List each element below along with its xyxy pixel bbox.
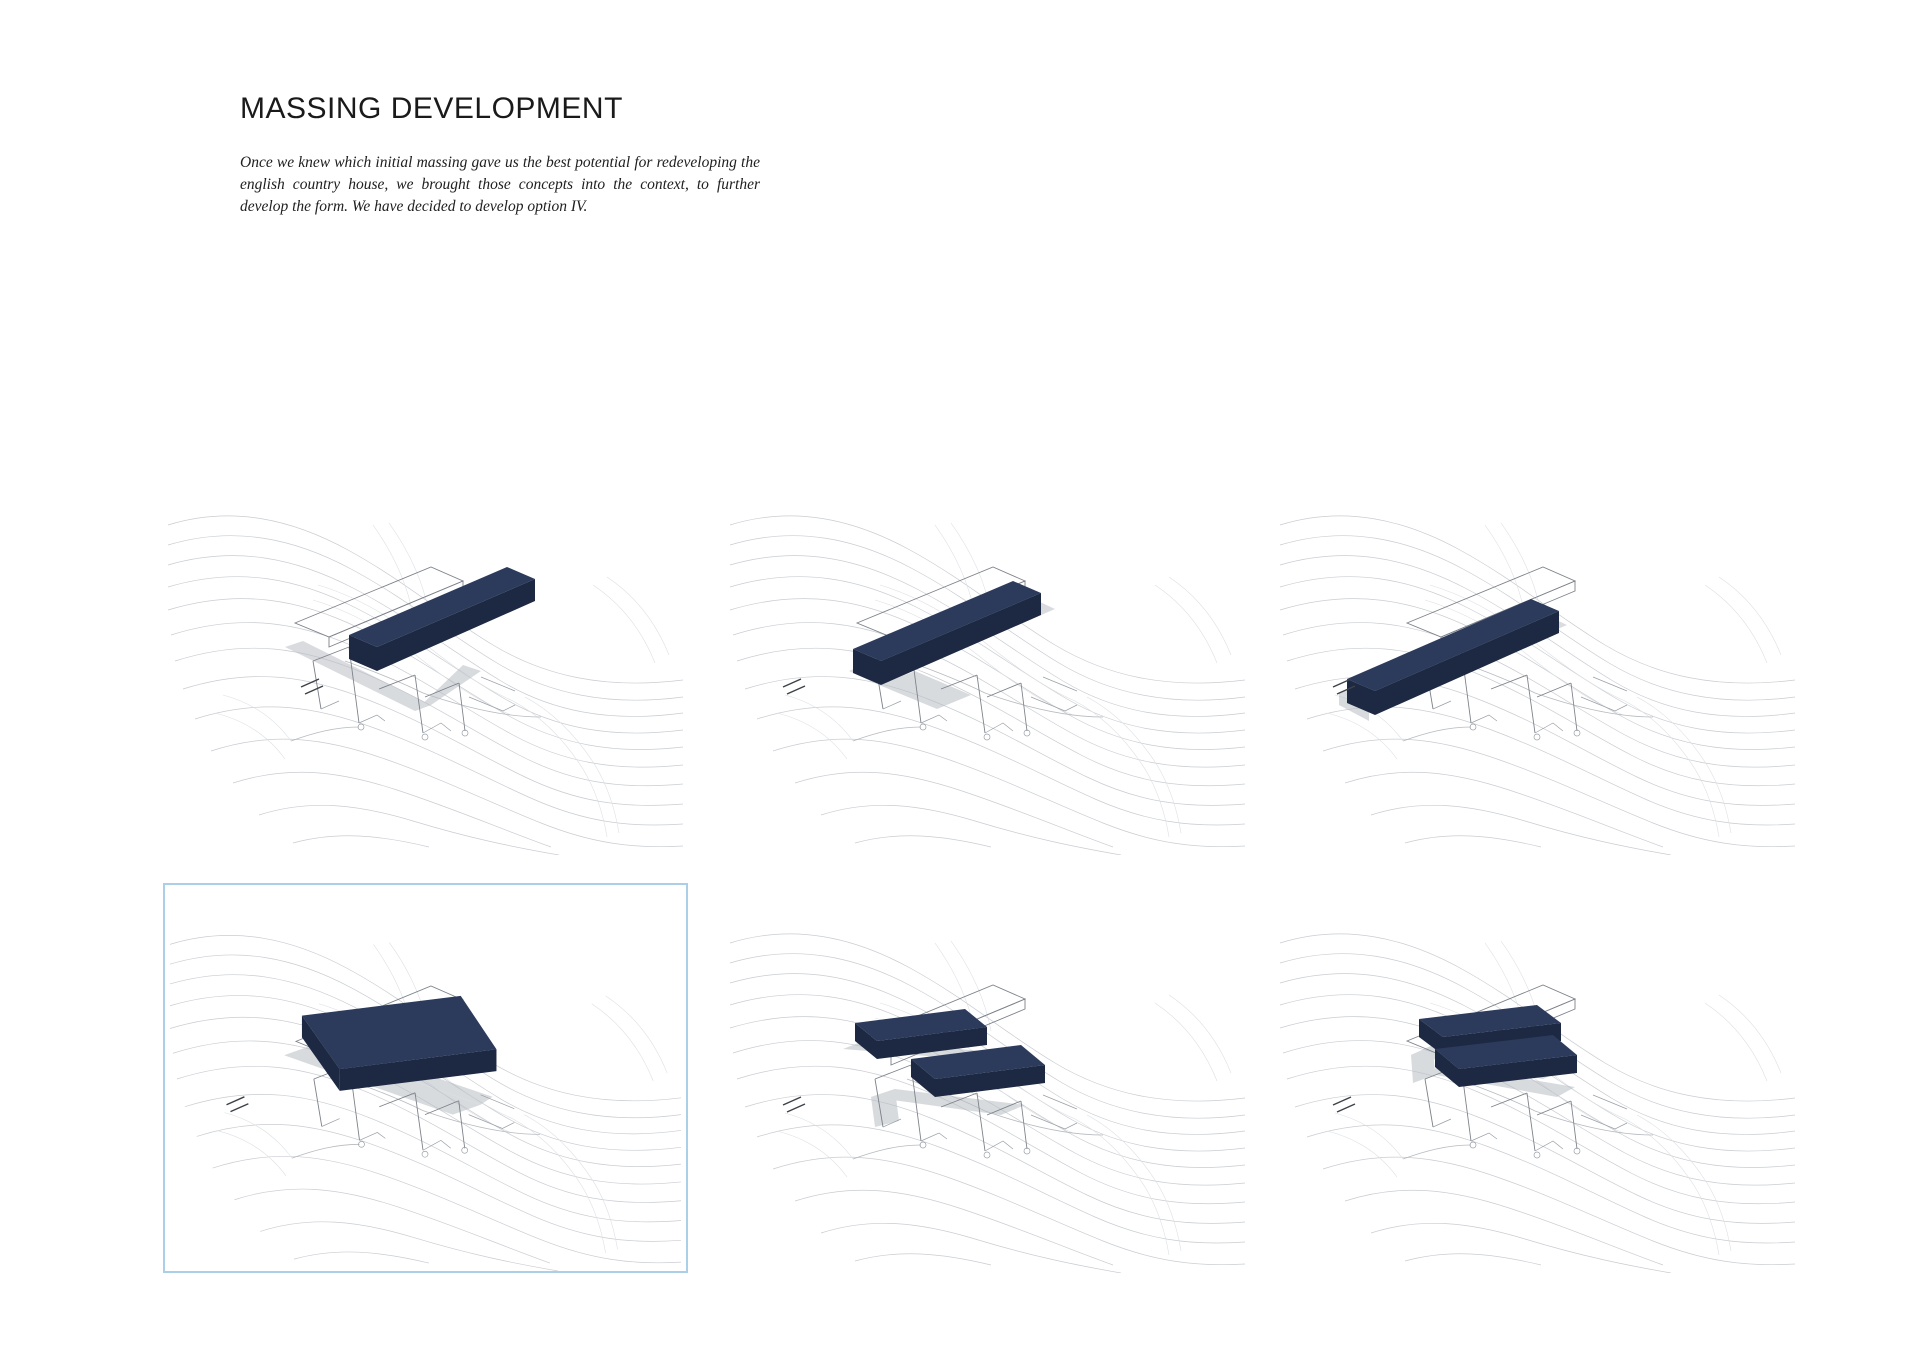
north-hatch-marks (783, 1097, 805, 1112)
massing-option-grid (163, 465, 1763, 1285)
massing-option-vi-drawing (1275, 883, 1800, 1273)
massing-option-iv[interactable] (163, 883, 688, 1273)
site-axonometric-vi (1275, 883, 1800, 1273)
massing-option-ii-drawing (725, 465, 1250, 855)
contour-lines-secondary (777, 941, 1231, 1255)
header (240, 92, 940, 234)
site-axonometric-v (725, 883, 1250, 1273)
contour-lines-secondary (215, 523, 669, 837)
massing-option-iv-drawing (165, 885, 686, 1271)
massing-option-vi[interactable] (1275, 883, 1800, 1273)
contour-lines-secondary (1327, 941, 1781, 1255)
site-axonometric-iv (165, 885, 686, 1271)
massing-option-i[interactable] (163, 465, 688, 855)
contour-lines-secondary (777, 523, 1231, 837)
north-hatch-marks (783, 679, 805, 694)
massing-option-iii-drawing (1275, 465, 1800, 855)
existing-structure-detail (1433, 677, 1627, 740)
site-axonometric-iii (1275, 465, 1800, 855)
massing-option-iii[interactable] (1275, 465, 1800, 855)
site-axonometric-ii (725, 465, 1250, 855)
description-text: Once we knew which initial massing gave us the best potential for redeveloping the english country house, we brought those concepts into the context, to further develop the form. We have decided to develop option IV. (240, 154, 760, 215)
massing-volume (302, 996, 497, 1091)
massing-option-v-drawing (725, 883, 1250, 1273)
north-hatch-marks (301, 679, 323, 694)
site-axonometric-i (163, 465, 688, 855)
north-hatch-marks (1333, 1097, 1355, 1112)
contour-lines (168, 516, 683, 855)
massing-option-v[interactable] (725, 883, 1250, 1273)
existing-structure-detail (1433, 1095, 1627, 1158)
existing-structure-detail (322, 1095, 515, 1157)
contour-lines (1280, 934, 1795, 1273)
massing-option-ii[interactable] (725, 465, 1250, 855)
massing-option-i-drawing (163, 465, 688, 855)
north-hatch-marks (227, 1097, 249, 1112)
contour-lines (730, 516, 1245, 855)
page-title: MASSING DEVELOPMENT (240, 92, 623, 125)
